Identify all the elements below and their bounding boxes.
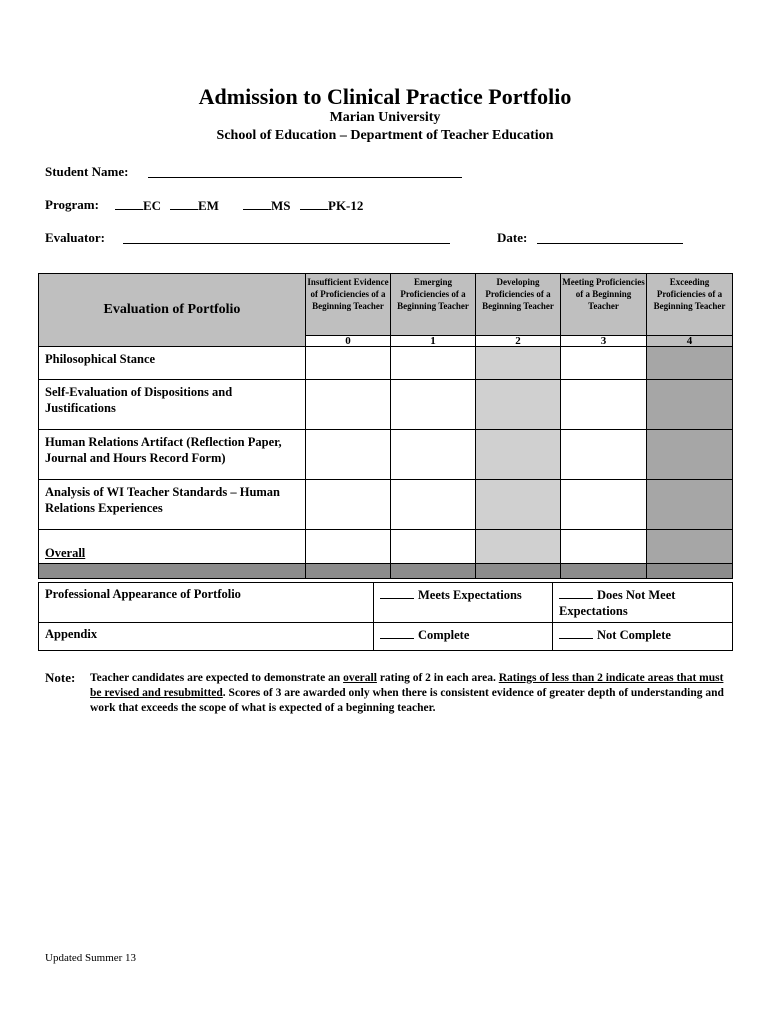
rating-cell[interactable] (476, 530, 561, 564)
note-text: Teacher candidates are expected to demonstrate an overall rating of 2 in each area. Ratings of less than 2 indicate areas that must be revised and resubmitted. Scores of 3 are awarded only when there is consistent evidence of greater depth of understanding and work that exceeds the scope of what is expected of a beginning teacher. (90, 672, 724, 714)
rating-cell[interactable] (561, 530, 647, 564)
does-not-meet-option[interactable]: Does Not Meet Expectations (553, 583, 733, 623)
rating-cell[interactable] (561, 380, 647, 430)
meets-expectations-option[interactable]: Meets Expectations (374, 583, 553, 623)
footer-text: Updated Summer 13 (45, 952, 137, 964)
table-row (39, 480, 733, 530)
column-header-exceeding: Exceeding Proficiencies of a Beginning Teacher (647, 274, 733, 336)
rating-cell[interactable] (391, 347, 476, 380)
appearance-label: Professional Appearance of Portfolio (39, 583, 374, 623)
rating-cell[interactable] (476, 480, 561, 530)
evaluation-heading: Evaluation of Portfolio (39, 274, 306, 347)
rating-cell[interactable] (391, 480, 476, 530)
rating-cell[interactable] (561, 347, 647, 380)
rating-cell[interactable] (391, 530, 476, 564)
score-4: 4 (647, 336, 733, 347)
rating-cell[interactable] (647, 430, 733, 480)
score-0: 0 (306, 336, 391, 347)
not-complete-option[interactable]: Not Complete (553, 623, 733, 651)
appearance-table (38, 582, 733, 651)
appendix-label: Appendix (39, 623, 374, 651)
page-title: Admission to Clinical Practice Portfolio (198, 84, 572, 109)
university-name: Marian University (329, 110, 441, 125)
rating-cell[interactable] (391, 430, 476, 480)
program-option-pk12[interactable]: PK-12 (300, 197, 363, 214)
score-2: 2 (476, 336, 561, 347)
complete-option[interactable]: Complete (374, 623, 553, 651)
rating-cell[interactable] (647, 530, 733, 564)
column-header-emerging: Emerging Proficiencies of a Beginning Teacher (391, 274, 476, 336)
program-label: Program: (45, 197, 99, 212)
separator-row (39, 564, 733, 579)
rating-cell[interactable] (391, 380, 476, 430)
rating-cell[interactable] (306, 380, 391, 430)
table-row (39, 347, 733, 380)
date-field[interactable] (537, 243, 683, 244)
rating-cell[interactable] (306, 347, 391, 380)
program-option-em[interactable]: EM (170, 197, 219, 214)
row-label-self-evaluation: Self-Evaluation of Dispositions and Justifications (39, 380, 306, 430)
row-label-philosophical-stance: Philosophical Stance (39, 347, 306, 380)
rating-cell[interactable] (476, 430, 561, 480)
rating-cell[interactable] (561, 430, 647, 480)
row-label-wi-standards: Analysis of WI Teacher Standards – Human Relations Experiences (39, 480, 306, 530)
rating-cell[interactable] (306, 530, 391, 564)
evaluator-label: Evaluator: (45, 230, 105, 245)
column-header-meeting: Meeting Proficiencies of a Beginning Teacher (561, 274, 647, 336)
column-header-developing: Developing Proficiencies of a Beginning Teacher (476, 274, 561, 336)
rating-cell[interactable] (647, 347, 733, 380)
rating-cell[interactable] (561, 480, 647, 530)
score-1: 1 (391, 336, 476, 347)
note-label: Note: (45, 670, 76, 685)
student-name-field[interactable] (148, 177, 462, 178)
rating-cell[interactable] (306, 480, 391, 530)
date-label: Date: (497, 230, 528, 245)
rating-cell[interactable] (476, 380, 561, 430)
evaluation-table (38, 273, 733, 579)
rating-cell[interactable] (647, 480, 733, 530)
column-header-insufficient: Insufficient Evidence of Proficiencies of a Beginning Teacher (306, 274, 391, 336)
program-option-ec[interactable]: EC (115, 197, 161, 214)
row-label-human-relations-artifact: Human Relations Artifact (Reflection Paper, Journal and Hours Record Form) (39, 430, 306, 480)
table-row (39, 530, 733, 564)
rating-cell[interactable] (306, 430, 391, 480)
school-name: School of Education – Department of Teacher Education (216, 128, 554, 143)
evaluator-field[interactable] (123, 243, 450, 244)
rating-cell[interactable] (476, 347, 561, 380)
student-name-label: Student Name: (45, 164, 129, 179)
program-option-ms[interactable]: MS (243, 197, 291, 214)
table-row (39, 430, 733, 480)
score-3: 3 (561, 336, 647, 347)
row-label-overall: Overall (39, 530, 306, 564)
table-row (39, 380, 733, 430)
rating-cell[interactable] (647, 380, 733, 430)
